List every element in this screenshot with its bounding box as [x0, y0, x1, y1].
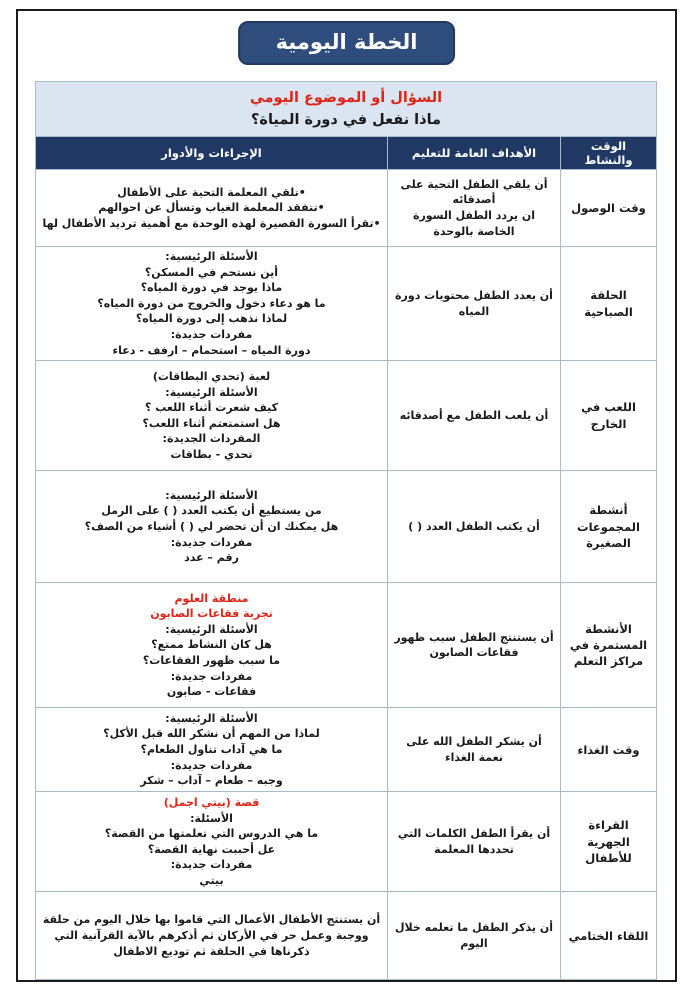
column-header-objectives: الأهداف العامة للتعليم: [388, 137, 561, 170]
procedure-line: مفردات جديدة:: [170, 535, 253, 549]
procedure-line: الأسئلة:: [190, 811, 233, 825]
procedure-line: فقاعات - صابون: [166, 685, 257, 699]
objectives-cell: [388, 170, 561, 247]
objective-line: ان يردد الطفل السورة الخاصة بالوحدة: [412, 209, 536, 238]
procedure-line: تجربة فقاعات الصابون: [150, 607, 273, 621]
procedure-line: •تتفقد المعلمة الغياب وتسأل عن احوالهم: [98, 201, 325, 215]
procedure-line: تحدي - بطاقات: [170, 447, 253, 461]
procedure-line: الأسئلة الرئيسية:: [165, 250, 258, 263]
procedure-line: ما هو دعاء دخول والخروج من دورة المياه؟: [97, 296, 326, 310]
column-header-row: [36, 137, 657, 170]
time-cell: وقت الوصول: [561, 170, 657, 247]
question-band-row: [36, 82, 657, 137]
objective-line: أن يلعب الطفل مع أصدقائه: [399, 408, 549, 422]
page-border: [16, 9, 677, 982]
procedure-line: المفردات الجديدة:: [162, 432, 261, 446]
time-cell: الحلقة الصباحية: [561, 247, 657, 361]
procedure-line: ما سبب ظهور الفقاعات؟: [142, 654, 281, 668]
table-row: [36, 471, 657, 583]
question-text: ماذا نفعل في دورة المياة؟: [250, 112, 442, 128]
objectives-cell: [388, 361, 561, 471]
time-cell: اللقاء الختامي: [561, 892, 657, 980]
column-header-time: الوقت والنشاط: [561, 137, 657, 170]
time-cell: اللعب في الخارج: [561, 361, 657, 471]
time-cell: أنشطة المجموعات الصغيرة: [561, 471, 657, 583]
procedure-line: لعبة (تحدي البطاقات): [152, 369, 271, 383]
procedure-line: لماذا من المهم أن نشكر الله قبل الأكل؟: [103, 727, 320, 741]
objectives-cell: [388, 708, 561, 792]
procedures-cell: [36, 361, 388, 471]
procedures-cell: [36, 170, 388, 247]
procedure-line: ما هي آداب تناول الطعام؟: [140, 742, 283, 756]
procedure-line: عل أحببت نهاية القصة؟: [147, 842, 276, 856]
procedure-line: هل كان النشاط ممتع؟: [151, 638, 272, 652]
procedure-line: أن يستنتج الأطفال الأعمال التي قاموا بها خلال اليوم من حلقة ووجبة وعمل حر في الأركان ثم أذكرهم بالآية القرآنية التي ذكرناها في الحلقة ثم توديع الاطفال: [42, 913, 381, 958]
time-cell: القراءة الجهرية للأطفال: [561, 792, 657, 892]
procedure-line: •تقرأ السورة القصيرة لهذه الوحدة مع أهمية ترديد الأطفال لها: [42, 216, 381, 230]
objective-line: أن يقرأ الطفل الكلمات التي تحددها المعلمة: [397, 827, 551, 856]
time-cell: وقت الغذاء: [561, 708, 657, 792]
plan-table-body: [36, 170, 657, 980]
objectives-cell: [388, 247, 561, 361]
table-row: [36, 708, 657, 792]
procedure-line: هل يمكنك ان أن تحضر لي ( ) أشياء من الصف؟: [84, 519, 339, 533]
objectives-cell: [388, 583, 561, 708]
objective-line: أن يشكر الطفل الله على نعمة الغذاء: [406, 735, 542, 764]
procedures-cell: [36, 708, 388, 792]
procedures-cell: [36, 471, 388, 583]
table-row: [36, 247, 657, 361]
time-cell: الأنشطة المستمرة في مراكز التعلم: [561, 583, 657, 708]
procedure-line: الأسئلة الرئيسية:: [165, 385, 258, 399]
procedure-line: الأسئلة الرئيسية:: [165, 488, 258, 502]
procedures-cell: [36, 892, 388, 980]
procedure-line: بيتي: [199, 873, 224, 887]
table-row: [36, 170, 657, 247]
objective-line: أن يستنتج الطفل سبب ظهور فقاعات الصابون: [394, 630, 554, 660]
procedure-line: أين نستحم في المسكن؟: [144, 265, 279, 279]
procedure-line: لماذا نذهب إلى دورة المياه؟: [135, 312, 288, 326]
daily-plan-table: [35, 81, 657, 980]
table-row: [36, 361, 657, 471]
procedure-line: رقم – عدد: [184, 551, 239, 565]
table-row: [36, 583, 657, 708]
procedure-line: قصة (بيتي اجمل): [163, 795, 260, 809]
objectives-cell: [388, 892, 561, 980]
procedure-line: وجبه – طعام – آداب – شكر: [140, 774, 283, 788]
objectives-cell: [388, 471, 561, 583]
objective-line: أن يلقي الطفل التحية على أصدقائه: [400, 177, 548, 207]
procedure-line: من يستطيع أن يكتب العدد ( ) على الرمل: [101, 504, 322, 518]
procedure-line: ماذا يوجد في دورة المياه؟: [140, 281, 283, 295]
procedure-line: منطقة العلوم: [174, 591, 249, 605]
table-row: [36, 792, 657, 892]
table-row: [36, 892, 657, 980]
objective-line: أن يذكر الطفل ما تعلمه خلال اليوم: [394, 921, 554, 950]
procedure-line: مفردات جديدة:: [170, 858, 253, 872]
procedure-line: هل استمتعتم أثناء اللعب؟: [142, 416, 281, 430]
question-band: [36, 82, 657, 137]
procedure-line: الأسئلة الرئيسية:: [165, 622, 258, 636]
page-title: الخطة اليومية: [238, 21, 456, 65]
procedures-cell: [36, 583, 388, 708]
procedure-line: ما هي الدروس التي تعلمتها من القصة؟: [104, 827, 319, 841]
procedures-cell: [36, 247, 388, 361]
procedure-line: الأسئلة الرئيسية:: [165, 711, 258, 725]
procedure-line: مفردات جديدة:: [170, 758, 253, 772]
objectives-cell: [388, 792, 561, 892]
column-header-procedures: الإجراءات والأدوار: [36, 137, 388, 170]
procedure-line: كيف شعرت أثناء اللعب ؟: [145, 401, 278, 415]
procedure-line: مفردات جديدة:: [170, 328, 253, 342]
procedure-line: دورة المياه – استحمام – ارفف - دعاء: [112, 343, 311, 357]
procedures-cell: [36, 792, 388, 892]
objective-line: أن يكتب الطفل العدد ( ): [408, 519, 540, 533]
procedure-line: مفردات جديدة:: [170, 669, 253, 683]
question-label: السؤال أو الموضوع اليومي: [249, 90, 443, 106]
objective-line: أن يعدد الطفل محتويات دورة المياه: [395, 289, 553, 318]
procedure-line: •تلقي المعلمة التحية على الأطفال: [117, 185, 306, 199]
